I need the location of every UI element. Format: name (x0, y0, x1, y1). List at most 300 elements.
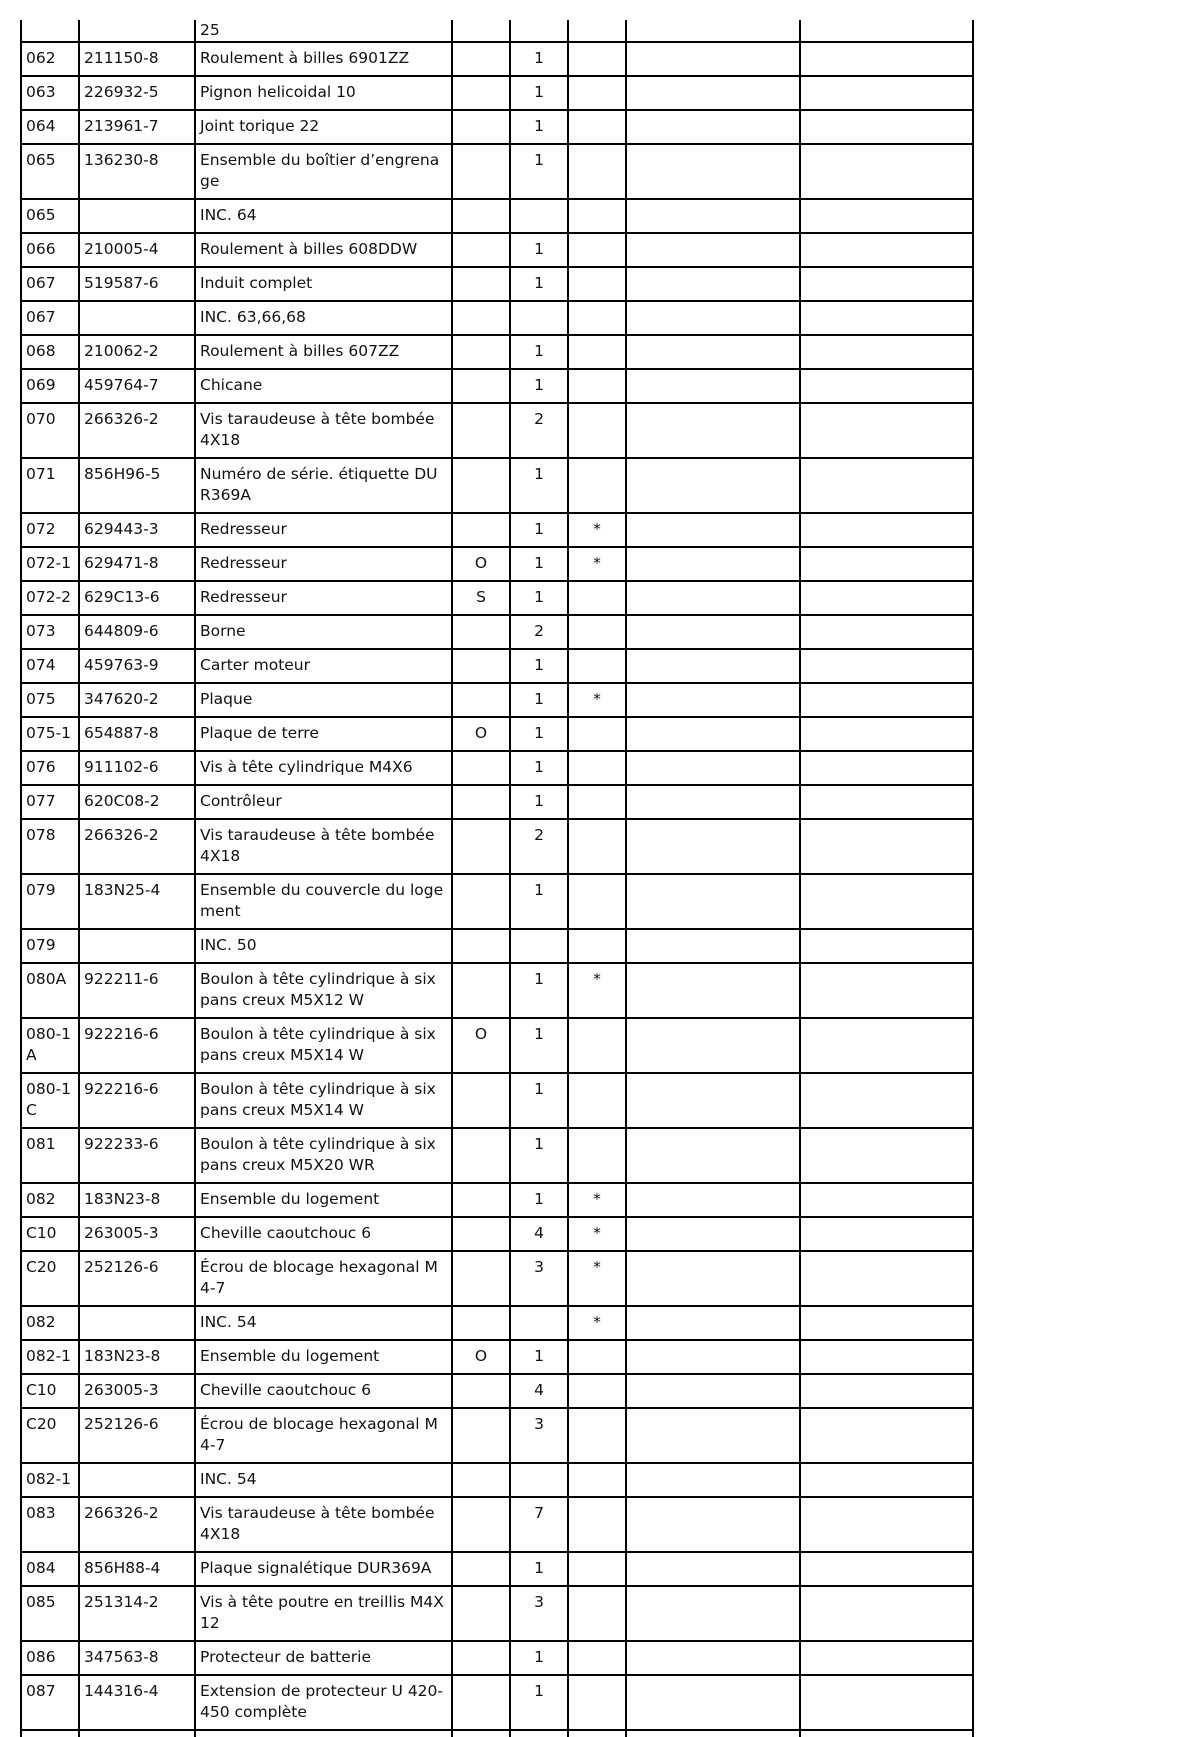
cell-blank-2 (800, 20, 973, 42)
cell-blank-1 (626, 301, 800, 335)
cell-note (452, 20, 510, 42)
cell-qty: 1 (510, 963, 568, 1018)
cell-blank-2 (800, 335, 973, 369)
cell-description: Protecteur de batterie (195, 1641, 452, 1675)
table-row (21, 785, 973, 819)
cell-note (452, 1497, 510, 1552)
cell-mark (568, 1675, 626, 1730)
table-row (21, 458, 973, 513)
cell-no: 082 (21, 1306, 79, 1340)
table-row (21, 1306, 973, 1340)
cell-part-number (79, 301, 195, 335)
cell-note (452, 874, 510, 929)
cell-mark (568, 615, 626, 649)
cell-blank-2 (800, 458, 973, 513)
cell-mark (568, 1018, 626, 1073)
cell-description: Cheville caoutchouc 6 (195, 1217, 452, 1251)
cell-blank-2 (800, 1183, 973, 1217)
table-row (21, 1128, 973, 1183)
cell-blank-1 (626, 335, 800, 369)
cell-blank-1 (626, 110, 800, 144)
cell-no: 082-1 (21, 1340, 79, 1374)
table-row (21, 335, 973, 369)
table-row (21, 649, 973, 683)
cell-description: Numéro de série. étiquette DUR369A (195, 458, 452, 513)
cell-blank-2 (800, 929, 973, 963)
cell-note (452, 1073, 510, 1128)
cell-description: Boulon à tête cylindrique à six pans creux M5X14 W (195, 1018, 452, 1073)
cell-blank-2 (800, 1018, 973, 1073)
cell-no: 086 (21, 1641, 79, 1675)
cell-blank-2 (800, 42, 973, 76)
cell-blank-2 (800, 1463, 973, 1497)
table-row (21, 513, 973, 547)
cell-description: Extension de protecteur U 420-450 complète (195, 1675, 452, 1730)
cell-mark (568, 1340, 626, 1374)
table-row (21, 874, 973, 929)
cell-blank-2 (800, 1497, 973, 1552)
cell-blank-1 (626, 1018, 800, 1073)
cell-qty: 2 (510, 403, 568, 458)
cell-mark (568, 751, 626, 785)
table-row (21, 929, 973, 963)
table-row (21, 1073, 973, 1128)
cell-blank-2 (800, 683, 973, 717)
cell-mark (568, 717, 626, 751)
cell-mark (568, 403, 626, 458)
cell-qty (510, 301, 568, 335)
table-row (21, 819, 973, 874)
cell-blank-1 (626, 42, 800, 76)
cell-part-number: 347620-2 (79, 683, 195, 717)
cell-note (452, 1217, 510, 1251)
cell-description: INC. 54 (195, 1306, 452, 1340)
cell-blank-2 (800, 1306, 973, 1340)
cell-note (452, 335, 510, 369)
cell-empty (195, 1730, 452, 1737)
cell-no: 082-1 (21, 1463, 79, 1497)
cell-mark (568, 785, 626, 819)
cell-qty: 1 (510, 1128, 568, 1183)
cell-qty: 1 (510, 1675, 568, 1730)
cell-description: Roulement à billes 608DDW (195, 233, 452, 267)
cell-blank-1 (626, 1497, 800, 1552)
cell-blank-1 (626, 547, 800, 581)
cell-part-number: 922216-6 (79, 1018, 195, 1073)
cell-description: Contrôleur (195, 785, 452, 819)
table-row (21, 581, 973, 615)
cell-blank-1 (626, 1340, 800, 1374)
cell-part-number: 519587-6 (79, 267, 195, 301)
cell-no: 079 (21, 874, 79, 929)
cell-blank-2 (800, 144, 973, 199)
cell-part-number: 644809-6 (79, 615, 195, 649)
cell-note (452, 615, 510, 649)
cell-note (452, 1306, 510, 1340)
cell-part-number: 856H96-5 (79, 458, 195, 513)
cell-note (452, 751, 510, 785)
cell-mark (568, 1497, 626, 1552)
cell-description: Écrou de blocage hexagonal M4-7 (195, 1408, 452, 1463)
cell-blank-1 (626, 1128, 800, 1183)
cell-description: Plaque signalétique DUR369A (195, 1552, 452, 1586)
cell-description: Ensemble du boîtier d’engrenage (195, 144, 452, 199)
table-row (21, 110, 973, 144)
cell-mark (568, 1374, 626, 1408)
cell-mark (568, 874, 626, 929)
cell-part-number: 629443-3 (79, 513, 195, 547)
cell-description: Roulement à billes 607ZZ (195, 335, 452, 369)
cell-no: 069 (21, 369, 79, 403)
cell-mark (568, 267, 626, 301)
cell-part-number: 347563-8 (79, 1641, 195, 1675)
cell-blank-2 (800, 1128, 973, 1183)
cell-mark: * (568, 1306, 626, 1340)
cell-note (452, 1374, 510, 1408)
cell-part-number: 144316-4 (79, 1675, 195, 1730)
cell-blank-2 (800, 785, 973, 819)
cell-description: Induit complet (195, 267, 452, 301)
cell-no: C20 (21, 1251, 79, 1306)
cell-blank-1 (626, 403, 800, 458)
cell-empty (79, 1730, 195, 1737)
cell-no: 067 (21, 267, 79, 301)
cell-mark: * (568, 547, 626, 581)
cell-part-number (79, 1306, 195, 1340)
cell-no: C20 (21, 1408, 79, 1463)
cell-no: 063 (21, 76, 79, 110)
cell-description: Plaque (195, 683, 452, 717)
cell-qty: 7 (510, 1497, 568, 1552)
cell-note (452, 301, 510, 335)
cell-mark (568, 458, 626, 513)
cell-empty (510, 1730, 568, 1737)
cell-description: INC. 54 (195, 1463, 452, 1497)
cell-blank-1 (626, 1675, 800, 1730)
cell-no: 079 (21, 929, 79, 963)
cell-no: 065 (21, 199, 79, 233)
cell-blank-1 (626, 199, 800, 233)
cell-mark: * (568, 513, 626, 547)
cell-part-number: 856H88-4 (79, 1552, 195, 1586)
cell-description: Pignon helicoidal 10 (195, 76, 452, 110)
cell-empty (452, 1730, 510, 1737)
cell-qty: 1 (510, 513, 568, 547)
table-row (21, 233, 973, 267)
table-row (21, 403, 973, 458)
table-row (21, 1374, 973, 1408)
cell-qty: 1 (510, 1073, 568, 1128)
cell-blank-2 (800, 1552, 973, 1586)
cell-description: Borne (195, 615, 452, 649)
cell-no: 070 (21, 403, 79, 458)
cell-part-number: 922211-6 (79, 963, 195, 1018)
cell-no: 073 (21, 615, 79, 649)
cell-no: 072 (21, 513, 79, 547)
cell-no: 080A (21, 963, 79, 1018)
cell-part-number (79, 20, 195, 42)
table-row (21, 963, 973, 1018)
cell-mark (568, 1463, 626, 1497)
cell-mark: * (568, 1217, 626, 1251)
cell-description: INC. 64 (195, 199, 452, 233)
cell-description: Cheville caoutchouc 6 (195, 1374, 452, 1408)
cell-part-number: 213961-7 (79, 110, 195, 144)
cell-description: INC. 50 (195, 929, 452, 963)
cell-mark: * (568, 963, 626, 1018)
cell-no: 085 (21, 1586, 79, 1641)
cell-blank-1 (626, 369, 800, 403)
table-row (21, 267, 973, 301)
cell-qty: 2 (510, 615, 568, 649)
cell-qty: 1 (510, 1641, 568, 1675)
cell-blank-1 (626, 1641, 800, 1675)
cell-note (452, 403, 510, 458)
cell-mark (568, 1128, 626, 1183)
cell-part-number (79, 199, 195, 233)
cell-qty (510, 199, 568, 233)
cell-blank-1 (626, 649, 800, 683)
cell-no: 072-2 (21, 581, 79, 615)
cell-qty: 1 (510, 369, 568, 403)
cell-blank-2 (800, 233, 973, 267)
cell-mark (568, 1641, 626, 1675)
cell-note (452, 819, 510, 874)
cell-note (452, 1408, 510, 1463)
cell-note: O (452, 1340, 510, 1374)
cell-note (452, 1183, 510, 1217)
cell-blank-1 (626, 233, 800, 267)
cell-part-number: 263005-3 (79, 1374, 195, 1408)
cell-note (452, 513, 510, 547)
cell-mark: * (568, 1251, 626, 1306)
cell-blank-1 (626, 874, 800, 929)
table-row (21, 144, 973, 199)
cell-mark (568, 649, 626, 683)
table-row (21, 751, 973, 785)
cell-mark (568, 929, 626, 963)
parts-list-body (21, 20, 973, 1737)
cell-mark (568, 301, 626, 335)
cell-blank-1 (626, 1552, 800, 1586)
cell-no: 064 (21, 110, 79, 144)
cell-qty: 1 (510, 144, 568, 199)
cell-mark (568, 199, 626, 233)
cell-blank-2 (800, 1675, 973, 1730)
cell-part-number: 459764-7 (79, 369, 195, 403)
cell-note: O (452, 1018, 510, 1073)
cell-description: Vis taraudeuse à tête bombée 4X18 (195, 1497, 452, 1552)
cell-blank-1 (626, 267, 800, 301)
cell-part-number: 922216-6 (79, 1073, 195, 1128)
table-row (21, 42, 973, 76)
cell-no: 066 (21, 233, 79, 267)
table-row (21, 1018, 973, 1073)
cell-part-number: 211150-8 (79, 42, 195, 76)
cell-empty (21, 1730, 79, 1737)
cell-blank-2 (800, 301, 973, 335)
cell-note: O (452, 717, 510, 751)
cell-blank-2 (800, 199, 973, 233)
cell-no: 077 (21, 785, 79, 819)
cell-part-number: 459763-9 (79, 649, 195, 683)
table-row (21, 615, 973, 649)
cell-qty: 3 (510, 1586, 568, 1641)
cell-note (452, 963, 510, 1018)
cell-part-number: 210005-4 (79, 233, 195, 267)
cell-note (452, 683, 510, 717)
table-row (21, 1183, 973, 1217)
cell-mark: * (568, 683, 626, 717)
cell-description: Ensemble du logement (195, 1183, 452, 1217)
cell-blank-1 (626, 717, 800, 751)
cell-blank-2 (800, 615, 973, 649)
cell-mark (568, 819, 626, 874)
cell-blank-1 (626, 785, 800, 819)
cell-qty: 1 (510, 547, 568, 581)
cell-blank-2 (800, 1641, 973, 1675)
cell-part-number: 911102-6 (79, 751, 195, 785)
cell-part-number: 266326-2 (79, 1497, 195, 1552)
cell-blank-1 (626, 76, 800, 110)
cell-mark (568, 1408, 626, 1463)
cell-blank-2 (800, 819, 973, 874)
cell-note (452, 1586, 510, 1641)
cell-note (452, 267, 510, 301)
cell-blank-2 (800, 717, 973, 751)
cell-description: Vis taraudeuse à tête bombée 4X18 (195, 403, 452, 458)
cell-description: Boulon à tête cylindrique à six pans creux M5X14 W (195, 1073, 452, 1128)
cell-qty (510, 929, 568, 963)
table-row (21, 1463, 973, 1497)
cell-mark (568, 110, 626, 144)
cell-description: 25 (195, 20, 452, 42)
cell-description: Redresseur (195, 547, 452, 581)
table-row (21, 1586, 973, 1641)
cell-description: Vis à tête cylindrique M4X6 (195, 751, 452, 785)
cell-no: 087 (21, 1675, 79, 1730)
cell-blank-1 (626, 513, 800, 547)
cell-note (452, 1641, 510, 1675)
table-row (21, 1641, 973, 1675)
cell-no: 072-1 (21, 547, 79, 581)
cell-note (452, 110, 510, 144)
cell-blank-1 (626, 1586, 800, 1641)
cell-part-number: 251314-2 (79, 1586, 195, 1641)
cell-mark (568, 1552, 626, 1586)
cell-blank-2 (800, 547, 973, 581)
cell-qty: 3 (510, 1251, 568, 1306)
cell-no: 078 (21, 819, 79, 874)
cell-part-number: 263005-3 (79, 1217, 195, 1251)
cell-part-number (79, 1463, 195, 1497)
cell-blank-1 (626, 581, 800, 615)
cell-qty: 1 (510, 874, 568, 929)
cell-empty (800, 1730, 973, 1737)
cell-note (452, 233, 510, 267)
cell-description: Vis à tête poutre en treillis M4X12 (195, 1586, 452, 1641)
cell-blank-1 (626, 929, 800, 963)
cell-note (452, 144, 510, 199)
cell-blank-2 (800, 581, 973, 615)
table-row (21, 1340, 973, 1374)
cell-mark (568, 233, 626, 267)
cell-note: S (452, 581, 510, 615)
cell-qty: 1 (510, 1018, 568, 1073)
table-row (21, 1408, 973, 1463)
cell-note (452, 1251, 510, 1306)
cell-qty (510, 20, 568, 42)
cell-blank-2 (800, 963, 973, 1018)
cell-qty: 1 (510, 335, 568, 369)
cell-qty: 1 (510, 76, 568, 110)
cell-part-number: 629471-8 (79, 547, 195, 581)
cell-blank-1 (626, 1073, 800, 1128)
cell-description: Redresseur (195, 513, 452, 547)
cell-blank-1 (626, 1217, 800, 1251)
cell-note (452, 1463, 510, 1497)
cell-part-number: 266326-2 (79, 403, 195, 458)
cell-description: Ensemble du logement (195, 1340, 452, 1374)
cell-blank-2 (800, 1251, 973, 1306)
cell-blank-2 (800, 649, 973, 683)
cell-qty: 1 (510, 649, 568, 683)
cell-no: 075 (21, 683, 79, 717)
table-row (21, 1497, 973, 1552)
cell-qty: 1 (510, 233, 568, 267)
cell-note (452, 1128, 510, 1183)
cell-blank-1 (626, 1251, 800, 1306)
cell-note (452, 1552, 510, 1586)
cell-qty: 1 (510, 1552, 568, 1586)
cell-part-number: 654887-8 (79, 717, 195, 751)
cell-blank-2 (800, 76, 973, 110)
cell-blank-2 (800, 874, 973, 929)
cell-blank-2 (800, 1374, 973, 1408)
cell-mark (568, 76, 626, 110)
cell-qty: 4 (510, 1374, 568, 1408)
cell-part-number: 629C13-6 (79, 581, 195, 615)
cell-blank-2 (800, 1217, 973, 1251)
cell-blank-2 (800, 403, 973, 458)
table-row (21, 547, 973, 581)
cell-blank-1 (626, 683, 800, 717)
cell-description: Vis taraudeuse à tête bombée 4X18 (195, 819, 452, 874)
cell-no: 068 (21, 335, 79, 369)
cell-note (452, 42, 510, 76)
cell-part-number: 136230-8 (79, 144, 195, 199)
cell-blank-1 (626, 1306, 800, 1340)
cell-qty: 1 (510, 1183, 568, 1217)
cell-blank-1 (626, 20, 800, 42)
cell-no: 076 (21, 751, 79, 785)
cell-mark (568, 581, 626, 615)
cell-mark (568, 42, 626, 76)
table-row (21, 1675, 973, 1730)
table-row (21, 683, 973, 717)
cell-blank-1 (626, 1183, 800, 1217)
cell-no: 082 (21, 1183, 79, 1217)
cell-description: Boulon à tête cylindrique à six pans creux M5X20 WR (195, 1128, 452, 1183)
cell-no: 081 (21, 1128, 79, 1183)
cell-no: 062 (21, 42, 79, 76)
cell-qty: 1 (510, 1340, 568, 1374)
cell-blank-1 (626, 615, 800, 649)
cell-blank-1 (626, 1408, 800, 1463)
cell-no: 074 (21, 649, 79, 683)
cell-no: 084 (21, 1552, 79, 1586)
cell-no: 071 (21, 458, 79, 513)
